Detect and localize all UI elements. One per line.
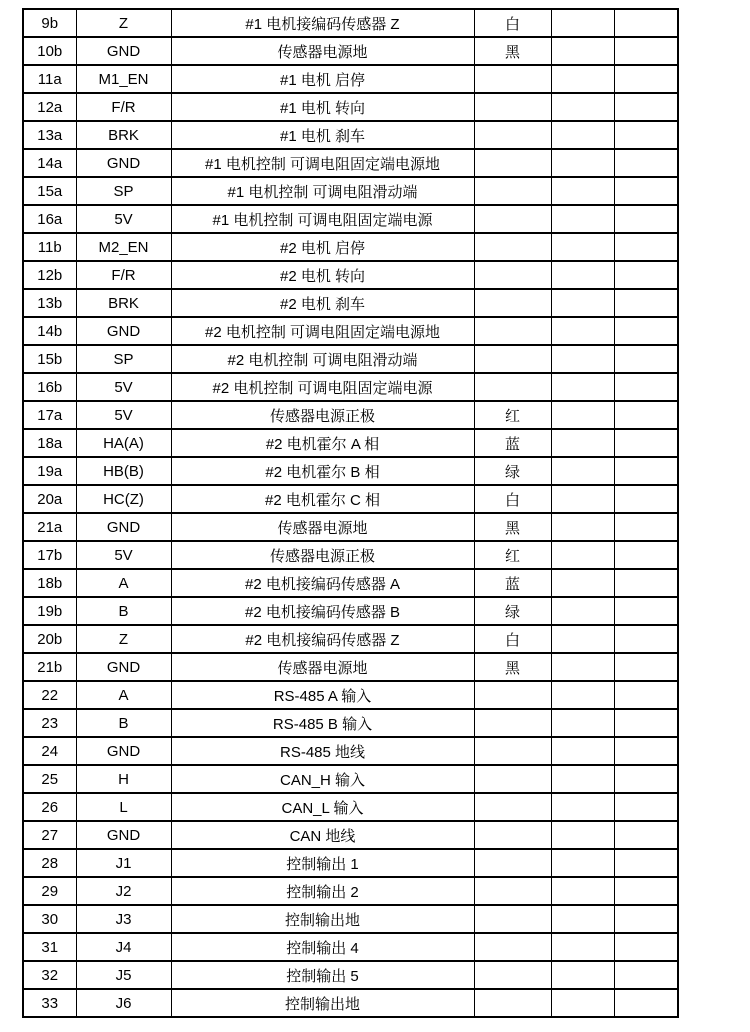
wire-color-cell xyxy=(474,177,551,205)
extra-1-cell xyxy=(551,681,614,709)
signal-cell: 5V xyxy=(76,373,171,401)
table-row xyxy=(23,765,678,793)
description-cell: RS-485 A 输入 xyxy=(171,681,474,709)
description-cell: 控制输出 5 xyxy=(171,961,474,989)
signal-cell: SP xyxy=(76,345,171,373)
description-cell: 控制输出 2 xyxy=(171,877,474,905)
table-row xyxy=(23,429,678,457)
table-row xyxy=(23,373,678,401)
description-cell: 控制输出地 xyxy=(171,989,474,1017)
extra-2-cell xyxy=(614,233,678,261)
wire-color-cell xyxy=(474,961,551,989)
extra-2-cell xyxy=(614,345,678,373)
extra-1-cell xyxy=(551,933,614,961)
pin-cell: 31 xyxy=(23,933,76,961)
signal-cell: A xyxy=(76,569,171,597)
table-row xyxy=(23,121,678,149)
table-row xyxy=(23,961,678,989)
extra-2-cell xyxy=(614,681,678,709)
extra-1-cell xyxy=(551,37,614,65)
description-cell: #1 电机 刹车 xyxy=(171,121,474,149)
signal-cell: SP xyxy=(76,177,171,205)
signal-cell: H xyxy=(76,765,171,793)
extra-1-cell xyxy=(551,485,614,513)
description-cell: #1 电机 转向 xyxy=(171,93,474,121)
table-row xyxy=(23,597,678,625)
signal-cell: GND xyxy=(76,149,171,177)
table-row xyxy=(23,233,678,261)
extra-2-cell xyxy=(614,205,678,233)
wire-color-cell: 白 xyxy=(474,625,551,653)
pin-cell: 11b xyxy=(23,233,76,261)
wire-color-cell: 绿 xyxy=(474,597,551,625)
extra-1-cell xyxy=(551,513,614,541)
description-cell: 控制输出 1 xyxy=(171,849,474,877)
extra-2-cell xyxy=(614,429,678,457)
description-cell: #2 电机 刹车 xyxy=(171,289,474,317)
wire-color-cell xyxy=(474,849,551,877)
description-cell: 传感器电源正极 xyxy=(171,401,474,429)
wire-color-cell xyxy=(474,737,551,765)
pin-cell: 14b xyxy=(23,317,76,345)
extra-1-cell xyxy=(551,821,614,849)
wire-color-cell xyxy=(474,765,551,793)
extra-1-cell xyxy=(551,121,614,149)
extra-1-cell xyxy=(551,317,614,345)
description-cell: CAN_L 输入 xyxy=(171,793,474,821)
pin-cell: 13b xyxy=(23,289,76,317)
table-row xyxy=(23,877,678,905)
table-row xyxy=(23,9,678,37)
wire-color-cell xyxy=(474,233,551,261)
pin-cell: 13a xyxy=(23,121,76,149)
extra-1-cell xyxy=(551,345,614,373)
signal-cell: J6 xyxy=(76,989,171,1017)
pin-table-body xyxy=(23,9,678,1017)
wire-color-cell xyxy=(474,317,551,345)
extra-2-cell xyxy=(614,765,678,793)
wire-color-cell: 红 xyxy=(474,541,551,569)
signal-cell: HB(B) xyxy=(76,457,171,485)
wire-color-cell xyxy=(474,121,551,149)
pin-cell: 29 xyxy=(23,877,76,905)
pin-cell: 33 xyxy=(23,989,76,1017)
description-cell: #2 电机接编码传感器 Z xyxy=(171,625,474,653)
signal-cell: B xyxy=(76,709,171,737)
table-row xyxy=(23,737,678,765)
extra-1-cell xyxy=(551,597,614,625)
description-cell: 传感器电源地 xyxy=(171,513,474,541)
signal-cell: GND xyxy=(76,37,171,65)
table-row xyxy=(23,625,678,653)
wire-color-cell: 红 xyxy=(474,401,551,429)
extra-2-cell xyxy=(614,961,678,989)
wire-color-cell xyxy=(474,821,551,849)
pin-cell: 12a xyxy=(23,93,76,121)
pin-cell: 15b xyxy=(23,345,76,373)
table-row xyxy=(23,513,678,541)
description-cell: 控制输出地 xyxy=(171,905,474,933)
table-row xyxy=(23,401,678,429)
description-cell: 传感器电源正极 xyxy=(171,541,474,569)
signal-cell: GND xyxy=(76,653,171,681)
wire-color-cell: 绿 xyxy=(474,457,551,485)
extra-1-cell xyxy=(551,793,614,821)
extra-2-cell xyxy=(614,709,678,737)
signal-cell: M2_EN xyxy=(76,233,171,261)
pin-cell: 25 xyxy=(23,765,76,793)
extra-2-cell xyxy=(614,65,678,93)
signal-cell: HC(Z) xyxy=(76,485,171,513)
pin-cell: 18b xyxy=(23,569,76,597)
wire-color-cell xyxy=(474,373,551,401)
extra-2-cell xyxy=(614,625,678,653)
pin-cell: 14a xyxy=(23,149,76,177)
pin-cell: 12b xyxy=(23,261,76,289)
description-cell: #2 电机霍尔 A 相 xyxy=(171,429,474,457)
table-row xyxy=(23,149,678,177)
wire-color-cell xyxy=(474,793,551,821)
extra-1-cell xyxy=(551,541,614,569)
description-cell: CAN_H 输入 xyxy=(171,765,474,793)
wire-color-cell: 蓝 xyxy=(474,429,551,457)
signal-cell: Z xyxy=(76,625,171,653)
table-row xyxy=(23,849,678,877)
signal-cell: GND xyxy=(76,513,171,541)
extra-1-cell xyxy=(551,401,614,429)
wire-color-cell: 黑 xyxy=(474,37,551,65)
signal-cell: 5V xyxy=(76,541,171,569)
pin-cell: 17a xyxy=(23,401,76,429)
extra-2-cell xyxy=(614,877,678,905)
description-cell: 控制输出 4 xyxy=(171,933,474,961)
table-row xyxy=(23,709,678,737)
extra-2-cell xyxy=(614,737,678,765)
description-cell: 传感器电源地 xyxy=(171,653,474,681)
extra-2-cell xyxy=(614,989,678,1017)
table-row xyxy=(23,989,678,1017)
extra-2-cell xyxy=(614,485,678,513)
extra-1-cell xyxy=(551,905,614,933)
signal-cell: 5V xyxy=(76,401,171,429)
signal-cell: L xyxy=(76,793,171,821)
extra-2-cell xyxy=(614,373,678,401)
wire-color-cell xyxy=(474,289,551,317)
wire-color-cell xyxy=(474,905,551,933)
extra-2-cell xyxy=(614,653,678,681)
pin-definition-table xyxy=(22,8,679,1018)
signal-cell: J3 xyxy=(76,905,171,933)
pin-cell: 28 xyxy=(23,849,76,877)
table-row xyxy=(23,905,678,933)
pin-cell: 19a xyxy=(23,457,76,485)
table-row xyxy=(23,261,678,289)
signal-cell: F/R xyxy=(76,93,171,121)
signal-cell: GND xyxy=(76,821,171,849)
pin-cell: 20a xyxy=(23,485,76,513)
table-row xyxy=(23,317,678,345)
wire-color-cell xyxy=(474,709,551,737)
signal-cell: J5 xyxy=(76,961,171,989)
description-cell: #2 电机控制 可调电阻固定端电源 xyxy=(171,373,474,401)
signal-cell: BRK xyxy=(76,121,171,149)
extra-2-cell xyxy=(614,261,678,289)
pin-cell: 18a xyxy=(23,429,76,457)
description-cell: #1 电机接编码传感器 Z xyxy=(171,9,474,37)
extra-2-cell xyxy=(614,93,678,121)
extra-1-cell xyxy=(551,877,614,905)
signal-cell: GND xyxy=(76,317,171,345)
description-cell: #1 电机控制 可调电阻滑动端 xyxy=(171,177,474,205)
pin-cell: 23 xyxy=(23,709,76,737)
signal-cell: M1_EN xyxy=(76,65,171,93)
description-cell: #1 电机 启停 xyxy=(171,65,474,93)
description-cell: #2 电机 转向 xyxy=(171,261,474,289)
wire-color-cell xyxy=(474,989,551,1017)
extra-2-cell xyxy=(614,541,678,569)
table-row xyxy=(23,93,678,121)
signal-cell: HA(A) xyxy=(76,429,171,457)
extra-1-cell xyxy=(551,765,614,793)
extra-2-cell xyxy=(614,289,678,317)
table-row xyxy=(23,65,678,93)
pin-definition-table-container xyxy=(22,8,679,1018)
pin-cell: 16b xyxy=(23,373,76,401)
extra-2-cell xyxy=(614,569,678,597)
pin-cell: 27 xyxy=(23,821,76,849)
signal-cell: GND xyxy=(76,737,171,765)
wire-color-cell xyxy=(474,205,551,233)
table-row xyxy=(23,681,678,709)
pin-cell: 19b xyxy=(23,597,76,625)
pin-cell: 22 xyxy=(23,681,76,709)
wire-color-cell xyxy=(474,149,551,177)
signal-cell: 5V xyxy=(76,205,171,233)
table-row xyxy=(23,933,678,961)
extra-2-cell xyxy=(614,317,678,345)
extra-2-cell xyxy=(614,457,678,485)
description-cell: #1 电机控制 可调电阻固定端电源地 xyxy=(171,149,474,177)
signal-cell: A xyxy=(76,681,171,709)
extra-2-cell xyxy=(614,177,678,205)
extra-2-cell xyxy=(614,933,678,961)
extra-2-cell xyxy=(614,513,678,541)
pin-cell: 10b xyxy=(23,37,76,65)
table-row xyxy=(23,345,678,373)
table-row xyxy=(23,457,678,485)
table-row xyxy=(23,821,678,849)
wire-color-cell: 黑 xyxy=(474,653,551,681)
description-cell: RS-485 B 输入 xyxy=(171,709,474,737)
wire-color-cell: 白 xyxy=(474,9,551,37)
pin-cell: 17b xyxy=(23,541,76,569)
wire-color-cell xyxy=(474,261,551,289)
pin-cell: 26 xyxy=(23,793,76,821)
description-cell: 传感器电源地 xyxy=(171,37,474,65)
wire-color-cell xyxy=(474,877,551,905)
extra-1-cell xyxy=(551,989,614,1017)
extra-1-cell xyxy=(551,93,614,121)
pin-cell: 21b xyxy=(23,653,76,681)
description-cell: #2 电机 启停 xyxy=(171,233,474,261)
table-row xyxy=(23,541,678,569)
description-cell: #2 电机接编码传感器 A xyxy=(171,569,474,597)
description-cell: CAN 地线 xyxy=(171,821,474,849)
table-row xyxy=(23,569,678,597)
description-cell: RS-485 地线 xyxy=(171,737,474,765)
signal-cell: J2 xyxy=(76,877,171,905)
extra-2-cell xyxy=(614,597,678,625)
extra-1-cell xyxy=(551,961,614,989)
pin-cell: 20b xyxy=(23,625,76,653)
wire-color-cell: 白 xyxy=(474,485,551,513)
extra-1-cell xyxy=(551,429,614,457)
extra-2-cell xyxy=(614,821,678,849)
extra-2-cell xyxy=(614,849,678,877)
extra-1-cell xyxy=(551,9,614,37)
table-row xyxy=(23,289,678,317)
extra-1-cell xyxy=(551,737,614,765)
description-cell: #2 电机控制 可调电阻滑动端 xyxy=(171,345,474,373)
pin-cell: 24 xyxy=(23,737,76,765)
signal-cell: F/R xyxy=(76,261,171,289)
extra-1-cell xyxy=(551,709,614,737)
table-row xyxy=(23,485,678,513)
table-row xyxy=(23,205,678,233)
pin-cell: 9b xyxy=(23,9,76,37)
description-cell: #2 电机霍尔 C 相 xyxy=(171,485,474,513)
extra-2-cell xyxy=(614,793,678,821)
extra-1-cell xyxy=(551,849,614,877)
extra-1-cell xyxy=(551,65,614,93)
extra-1-cell xyxy=(551,177,614,205)
extra-1-cell xyxy=(551,625,614,653)
extra-2-cell xyxy=(614,37,678,65)
pin-cell: 30 xyxy=(23,905,76,933)
extra-1-cell xyxy=(551,205,614,233)
pin-cell: 21a xyxy=(23,513,76,541)
pin-cell: 15a xyxy=(23,177,76,205)
signal-cell: B xyxy=(76,597,171,625)
wire-color-cell xyxy=(474,65,551,93)
table-row xyxy=(23,37,678,65)
extra-1-cell xyxy=(551,373,614,401)
extra-2-cell xyxy=(614,121,678,149)
extra-1-cell xyxy=(551,569,614,597)
description-cell: #2 电机接编码传感器 B xyxy=(171,597,474,625)
wire-color-cell xyxy=(474,345,551,373)
extra-1-cell xyxy=(551,457,614,485)
wire-color-cell xyxy=(474,681,551,709)
table-row xyxy=(23,177,678,205)
wire-color-cell xyxy=(474,93,551,121)
extra-1-cell xyxy=(551,233,614,261)
signal-cell: Z xyxy=(76,9,171,37)
signal-cell: BRK xyxy=(76,289,171,317)
signal-cell: J1 xyxy=(76,849,171,877)
table-row xyxy=(23,793,678,821)
wire-color-cell: 黑 xyxy=(474,513,551,541)
table-row xyxy=(23,653,678,681)
extra-2-cell xyxy=(614,149,678,177)
extra-1-cell xyxy=(551,261,614,289)
extra-2-cell xyxy=(614,9,678,37)
description-cell: #1 电机控制 可调电阻固定端电源 xyxy=(171,205,474,233)
wire-color-cell xyxy=(474,933,551,961)
pin-cell: 11a xyxy=(23,65,76,93)
pin-cell: 16a xyxy=(23,205,76,233)
extra-2-cell xyxy=(614,905,678,933)
extra-1-cell xyxy=(551,149,614,177)
signal-cell: J4 xyxy=(76,933,171,961)
description-cell: #2 电机控制 可调电阻固定端电源地 xyxy=(171,317,474,345)
extra-1-cell xyxy=(551,289,614,317)
description-cell: #2 电机霍尔 B 相 xyxy=(171,457,474,485)
wire-color-cell: 蓝 xyxy=(474,569,551,597)
extra-2-cell xyxy=(614,401,678,429)
pin-cell: 32 xyxy=(23,961,76,989)
extra-1-cell xyxy=(551,653,614,681)
